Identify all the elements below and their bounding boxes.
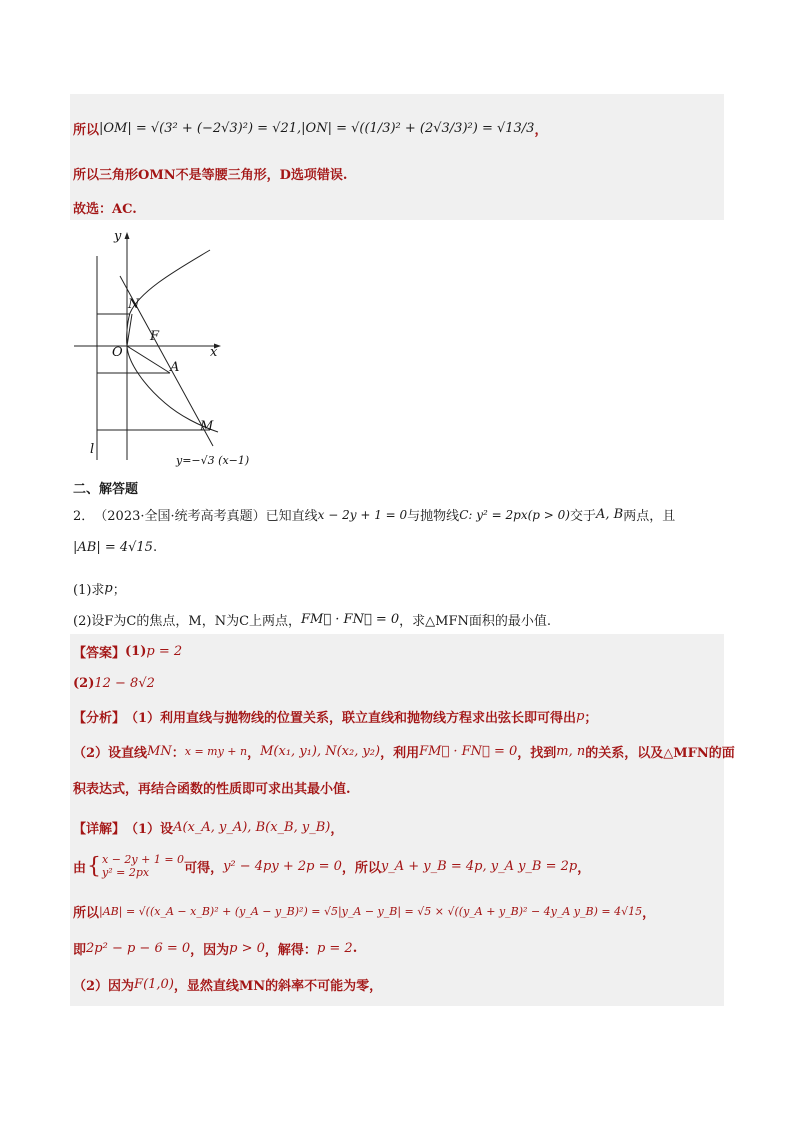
question-line-2: |AB| = 4√15 .: [73, 540, 158, 555]
choice-line: 故选：AC.: [73, 202, 137, 217]
solution-panel-top: [70, 94, 724, 220]
label-l: l: [90, 442, 95, 457]
part2-start-line: （2）因为 F(1,0) ，显然直线MN的斜率不可能为零，: [73, 977, 383, 994]
label-y: y: [114, 229, 122, 244]
detail-line-1: 【详解】 （1）设 A(x_A, y_A), B(x_B, y_B) ，: [73, 820, 344, 837]
answer-line-2: (2) 12 − 8√2: [73, 676, 155, 691]
part-1: (1)求 p ；: [73, 581, 126, 598]
brace-icon: {: [87, 853, 102, 879]
label-x: x: [210, 345, 218, 360]
parabola-figure: [70, 228, 254, 470]
part-2: (2)设F为C的焦点，M，N为C上两点， FM⃗ · FN⃗ = 0 ，求△MFN面积的最小值.: [73, 612, 552, 629]
conclusion-line: 所以三角形OMN不是等腰三角形，D选项错误.: [73, 168, 348, 183]
label-O: O: [112, 345, 123, 360]
label-F: F: [150, 329, 160, 344]
solve-line: 即 2p² − p − 6 = 0 ，因为 p > 0 ，解得： p = 2 .: [73, 941, 358, 958]
section-heading: 二、解答题: [73, 482, 139, 497]
on-formula: ,|ON| = √((1/3)² + (2√3/3)²) = √13/3: [297, 120, 535, 136]
om-on-line: 所以 |OM| = √(3² + (−2√3)²) = √21 ,|ON| = √((1/3)² + (2√3/3)²) = √13/3 ，: [73, 120, 548, 138]
question-line-1: 2． （2023·全国·统考高考真题） 已知直线 x − 2y + 1 = 0 与抛物线 C: y² = 2px(p > 0) 交于 A, B 两点，且: [73, 507, 676, 524]
analysis-line-3: 积表达式，再结合函数的性质即可求出其最小值.: [73, 782, 351, 797]
parabola-diagram: [70, 228, 254, 470]
answer-line-1: 【答案】 (1) p = 2: [73, 644, 183, 661]
system-line: 由 { x − 2y + 1 = 0 y² = 2px 可得， y² − 4py + 2p = 0 ，所以 y_A + y_B = 4p, y_A y_B = 2p ，: [73, 853, 591, 879]
label-M: M: [200, 419, 214, 434]
ab-length-line: 所以 |AB| = √((x_A − x_B)² + (y_A − y_B)²) = √5|y_A − y_B| = √5 × √((y_A + y_B)² − 4y_A y_B) = 4√15 ，: [73, 905, 656, 921]
analysis-line-2: （2）设直线 MN ： x = my + n ， M(x₁, y₁), N(x₂, y₂) ，利用 FM⃗ · FN⃗ = 0 ，找到 m, n 的关系，以及△MFN的面: [73, 744, 735, 761]
om-formula: |OM| = √(3² + (−2√3)²) = √21: [99, 120, 298, 136]
label-A: A: [170, 360, 180, 375]
analysis-line-1: 【分析】 （1）利用直线与抛物线的位置关系，联立直线和抛物线方程求出弦长即可得出 p ；: [73, 709, 598, 726]
label-N: N: [128, 297, 140, 312]
label-line-eq: y=−√3 (x−1): [176, 454, 250, 467]
